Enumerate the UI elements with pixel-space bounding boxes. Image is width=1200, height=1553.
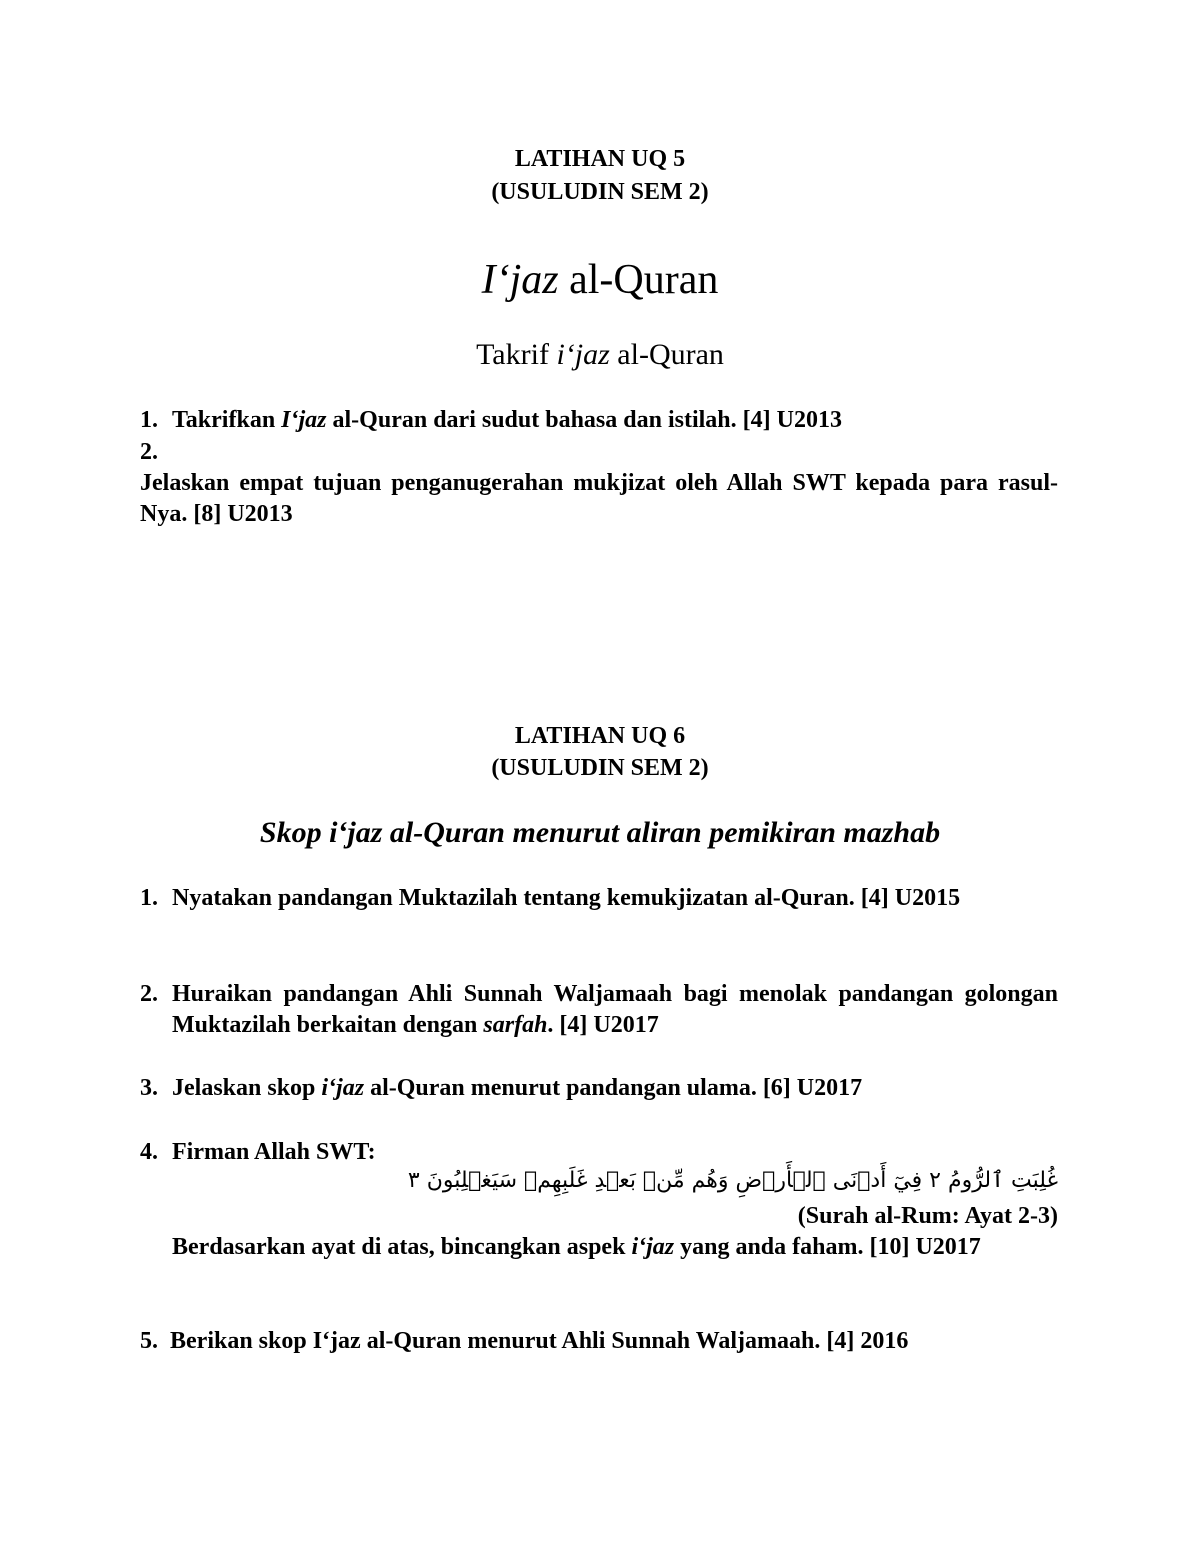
question-text-post: al-Quran dari sudut bahasa dan istilah. [4] U2013 <box>326 407 842 433</box>
question-text-pre: Huraikan pandangan Ahli Sunnah Waljamaah bagi menolak pandangan golongan Muktazilah berkaitan dengan <box>172 981 1058 1038</box>
question-text-italic: I‘jaz <box>281 407 327 433</box>
uq5-question-2 <box>140 437 1058 530</box>
uq5-sub-pre: Takrif <box>476 338 557 371</box>
question-text-italic: i‘jaz <box>631 1234 675 1260</box>
uq5-sub-rest: al-Quran <box>609 338 724 371</box>
question-text: Jelaskan empat tujuan penganugerahan mukjizat oleh Allah SWT kepada para rasul-Nya. [8] U2013 <box>140 470 1058 527</box>
uq6-question-5 <box>140 1326 1058 1357</box>
quran-verse-arabic: غُلِبَتِ ٱلرُّومُ ٢ فِيٓ أَدۡنَى ٱلۡأَرۡضِ وَهُم مِّنۢ بَعۡدِ غَلَبِهِمۡ سَيَغۡلِبُونَ ٣ <box>407 1168 1058 1193</box>
question-text-italic: sarfah <box>483 1012 548 1038</box>
question-number: 1. <box>140 407 158 433</box>
uq6-question-3 <box>140 1073 1058 1104</box>
question-text: Berikan skop I‘jaz al-Quran menurut Ahli Sunnah Waljamaah. [4] 2016 <box>170 1328 909 1354</box>
uq6-subtitle: (USULUDIN SEM 2) <box>491 755 709 781</box>
question-text-pre: Jelaskan skop <box>172 1075 322 1101</box>
question-number: 5. <box>140 1328 158 1354</box>
question-number: 4. <box>140 1139 158 1165</box>
uq5-topic-rest: al-Quran <box>558 257 719 303</box>
question-number: 3. <box>140 1075 158 1101</box>
question-text-post: . [4] U2017 <box>547 1012 659 1038</box>
question-text <box>172 979 1058 1041</box>
verse-reference: (Surah al-Rum: Ayat 2-3) <box>797 1203 1058 1229</box>
question-number: 2. <box>140 439 158 465</box>
uq5-subheading <box>0 336 1200 374</box>
uq6-title: LATIHAN UQ 6 <box>514 723 686 749</box>
uq6-section-title: Skop i‘jaz al-Quran menurut aliran pemikiran mazhab <box>259 816 941 849</box>
question-followup-text <box>172 1232 1058 1263</box>
question-text-pre: Berdasarkan ayat di atas, bincangkan aspek <box>172 1234 632 1260</box>
question-text-italic: i‘jaz <box>321 1075 365 1101</box>
uq5-subtitle: (USULUDIN SEM 2) <box>491 179 709 205</box>
question-text-post: al-Quran menurut pandangan ulama. [6] U2017 <box>364 1075 863 1101</box>
uq6-question-2 <box>140 979 1058 1041</box>
uq6-question-4-followup <box>140 1232 1058 1263</box>
uq6-question-1 <box>140 883 1058 914</box>
question-text-pre: Takrifkan <box>172 407 282 433</box>
uq5-sub-italic: i‘jaz <box>556 338 610 371</box>
question-text <box>172 405 1058 436</box>
question-number: 1. <box>140 885 158 911</box>
question-number: 2. <box>140 981 158 1007</box>
question-text-post: yang anda faham. [10] U2017 <box>674 1234 981 1260</box>
question-text: Firman Allah SWT: <box>172 1139 376 1165</box>
uq5-topic-italic: I‘jaz <box>481 257 559 303</box>
uq5-question-1 <box>140 405 1058 436</box>
question-text: Nyatakan pandangan Muktazilah tentang kemukjizatan al-Quran. [4] U2015 <box>172 885 961 911</box>
uq5-topic-heading <box>0 255 1200 305</box>
uq5-title: LATIHAN UQ 5 <box>514 146 686 172</box>
question-text <box>172 1073 1058 1104</box>
